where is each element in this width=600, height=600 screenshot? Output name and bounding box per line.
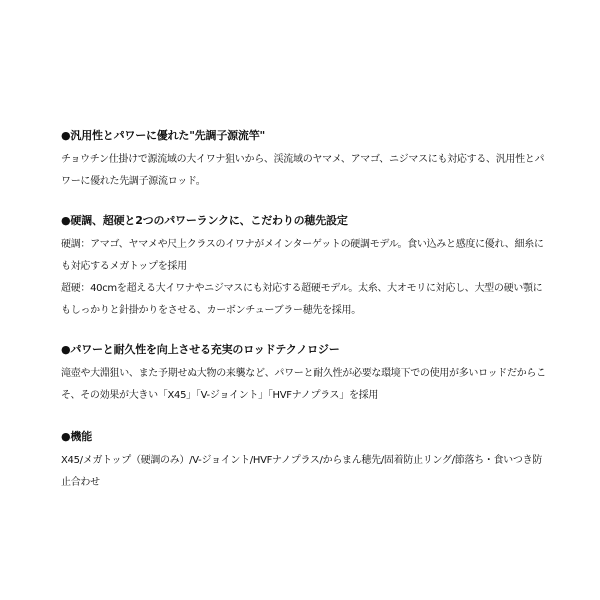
section-heading: ●機能: [61, 430, 92, 443]
product-description: [61, 128, 547, 514]
section-heading: ●硬調、超硬と2つのパワーランクに、こだわりの穂先設定: [61, 214, 348, 227]
section-paragraph: チョウチン仕掛けで源流域の大イワナ狙いから、渓流域のヤマメ、アマゴ、ニジマスにも対応する、汎用性とパワーに優れた先調子源流ロッド。: [61, 154, 545, 187]
section-heading: ●パワーと耐久性を向上させる充実のロッドテクノロジー: [61, 343, 340, 356]
section-paragraph: X45/メガトップ（硬調のみ）/V-ジョイント/HVFナノプラス/からまん穂先/固着防止リング/節落ち・食いつき防止合わせ: [61, 455, 542, 488]
section-power-ranks: [61, 213, 547, 322]
section-general-purpose: [61, 128, 547, 193]
section-features: [61, 429, 547, 494]
section-paragraph: 滝壺や大淵狙い、また予期せぬ大物の来襲など、パワーと耐久性が必要な環境下での使用が多いロッドだからこそ、その効果が大きい「X45」「V-ジョイント」「HVFナノプラス」を採用: [61, 368, 546, 401]
section-paragraph: 超硬：40cmを超える大イワナやニジマスにも対応する超硬モデル。太糸、大オモリに対応し、大型の硬い顎にもしっかりと針掛かりをさせる、カーボンチューブラー穂先を採用。: [61, 283, 543, 316]
section-rod-technology: [61, 342, 547, 407]
section-heading: ●汎用性とパワーに優れた"先調子源流竿": [61, 129, 266, 142]
section-paragraph: 硬調：アマゴ、ヤマメや尺上クラスのイワナがメインターゲットの硬調モデル。食い込みと感度に優れ、細糸にも対応するメガトップを採用: [61, 239, 544, 272]
